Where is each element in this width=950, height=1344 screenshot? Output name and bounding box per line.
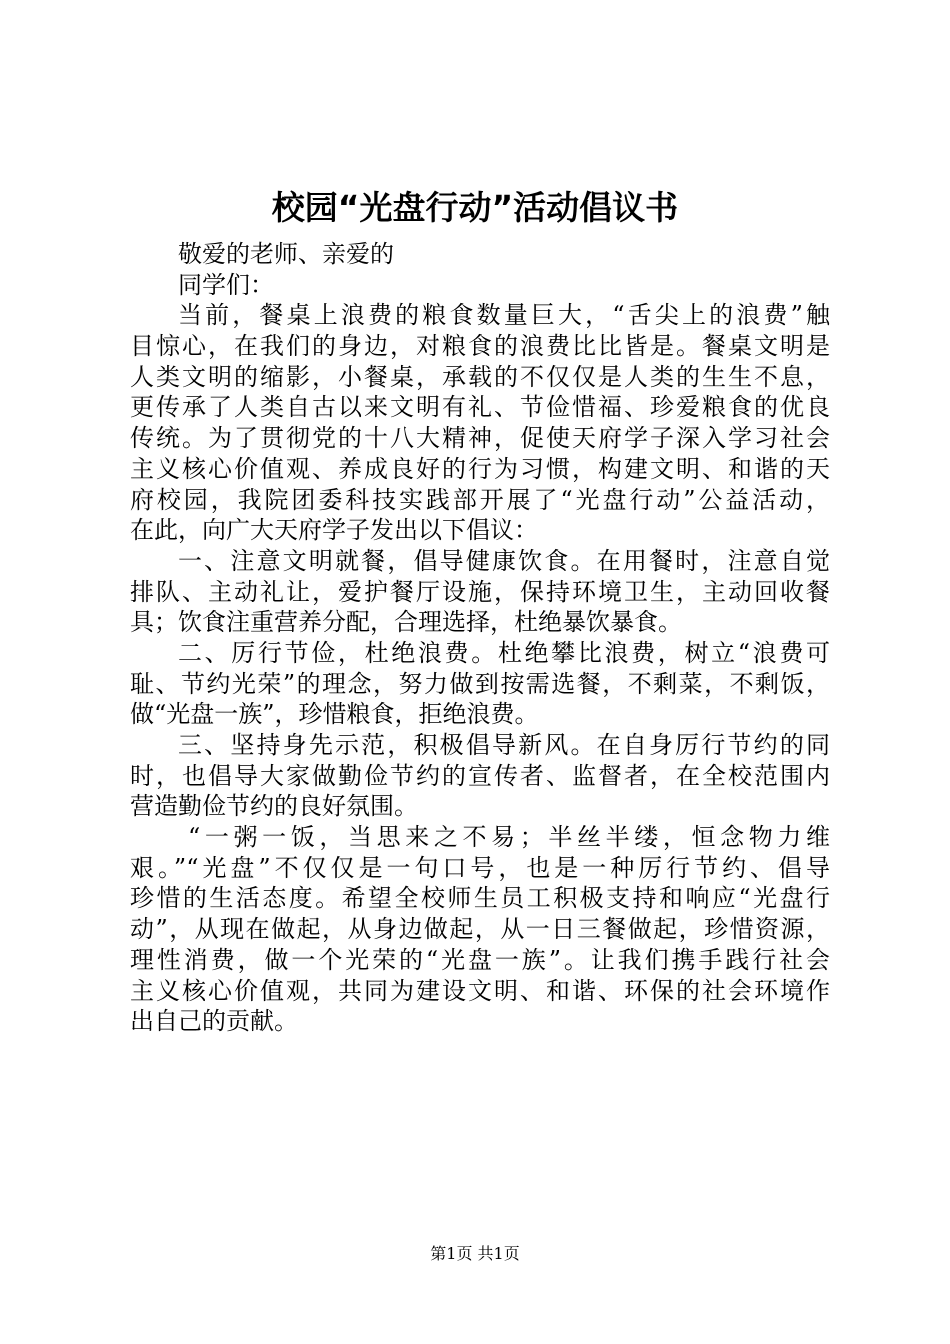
paragraph-1-line: 目惊心，在我们的身边，对粮食的浪费比比皆是。餐桌文明是 bbox=[130, 332, 830, 361]
paragraph-1-line: 在此，向广大天府学子发出以下倡议： bbox=[130, 516, 538, 545]
paragraph-5-line: 珍惜的生活态度。希望全校师生员工积极支持和响应“光盘行 bbox=[130, 884, 830, 913]
paragraph-1-line: 人类文明的缩影，小餐桌，承载的不仅仅是人类的生生不息， bbox=[130, 362, 830, 391]
document-body bbox=[130, 239, 830, 1037]
paragraph-5-line: 动”，从现在做起，从身边做起，从一日三餐做起，珍惜资源， bbox=[130, 915, 830, 944]
paragraph-1-line: 传统。为了贯彻党的十八大精神，促使天府学子深入学习社会 bbox=[130, 424, 830, 453]
paragraph-5-line: 出自己的贡献。 bbox=[130, 1007, 298, 1036]
greeting-line: 敬爱的老师、亲爱的 bbox=[178, 240, 394, 268]
paragraph-5-line: “一粥一饭，当思来之不易；半丝半缕，恒念物力维 bbox=[188, 823, 830, 852]
paragraph-3-line: 耻、节约光荣”的理念，努力做到按需选餐，不剩菜，不剩饭， bbox=[130, 669, 830, 698]
paragraph-1-line: 更传承了人类自古以来文明有礼、节俭惜福、珍爱粮食的优良 bbox=[130, 393, 830, 422]
paragraph-4-line: 时，也倡导大家做勤俭节约的宣传者、监督者，在全校范围内 bbox=[130, 761, 830, 790]
paragraph-1-line: 府校园，我院团委科技实践部开展了“光盘行动”公益活动， bbox=[130, 485, 830, 514]
paragraph-2-line: 具；饮食注重营养分配，合理选择，杜绝暴饮暴食。 bbox=[130, 608, 682, 637]
paragraph-3-line: 二、厉行节俭，杜绝浪费。杜绝攀比浪费，树立“浪费可 bbox=[178, 638, 830, 667]
paragraph-1-line: 主义核心价值观、养成良好的行为习惯，构建文明、和谐的天 bbox=[130, 454, 830, 483]
paragraph-5-line: 理性消费，做一个光荣的“光盘一族”。让我们携手践行社会 bbox=[130, 945, 830, 974]
paragraph-5-line: 主义核心价值观，共同为建设文明、和谐、环保的社会环境作 bbox=[130, 976, 830, 1005]
paragraph-4-line: 营造勤俭节约的良好氛围。 bbox=[130, 792, 418, 821]
greeting-line: 同学们： bbox=[178, 270, 274, 299]
paragraph-2-line: 排队、主动礼让，爱护餐厅设施，保持环境卫生，主动回收餐 bbox=[130, 577, 830, 606]
page-number-footer: 第1页 共1页 bbox=[430, 1244, 520, 1263]
paragraph-1-line: 当前，餐桌上浪费的粮食数量巨大，“舌尖上的浪费”触 bbox=[178, 301, 830, 330]
document-title: 校园“光盘行动”活动倡议书 bbox=[271, 188, 679, 227]
paragraph-2-line: 一、注意文明就餐，倡导健康饮食。在用餐时，注意自觉 bbox=[178, 546, 830, 575]
paragraph-5-line: 艰。”“光盘”不仅仅是一句口号，也是一种厉行节约、倡导 bbox=[130, 853, 830, 882]
paragraph-3-line: 做“光盘一族”，珍惜粮食，拒绝浪费。 bbox=[130, 700, 539, 729]
paragraph-4-line: 三、坚持身先示范，积极倡导新风。在自身厉行节约的同 bbox=[178, 731, 830, 759]
